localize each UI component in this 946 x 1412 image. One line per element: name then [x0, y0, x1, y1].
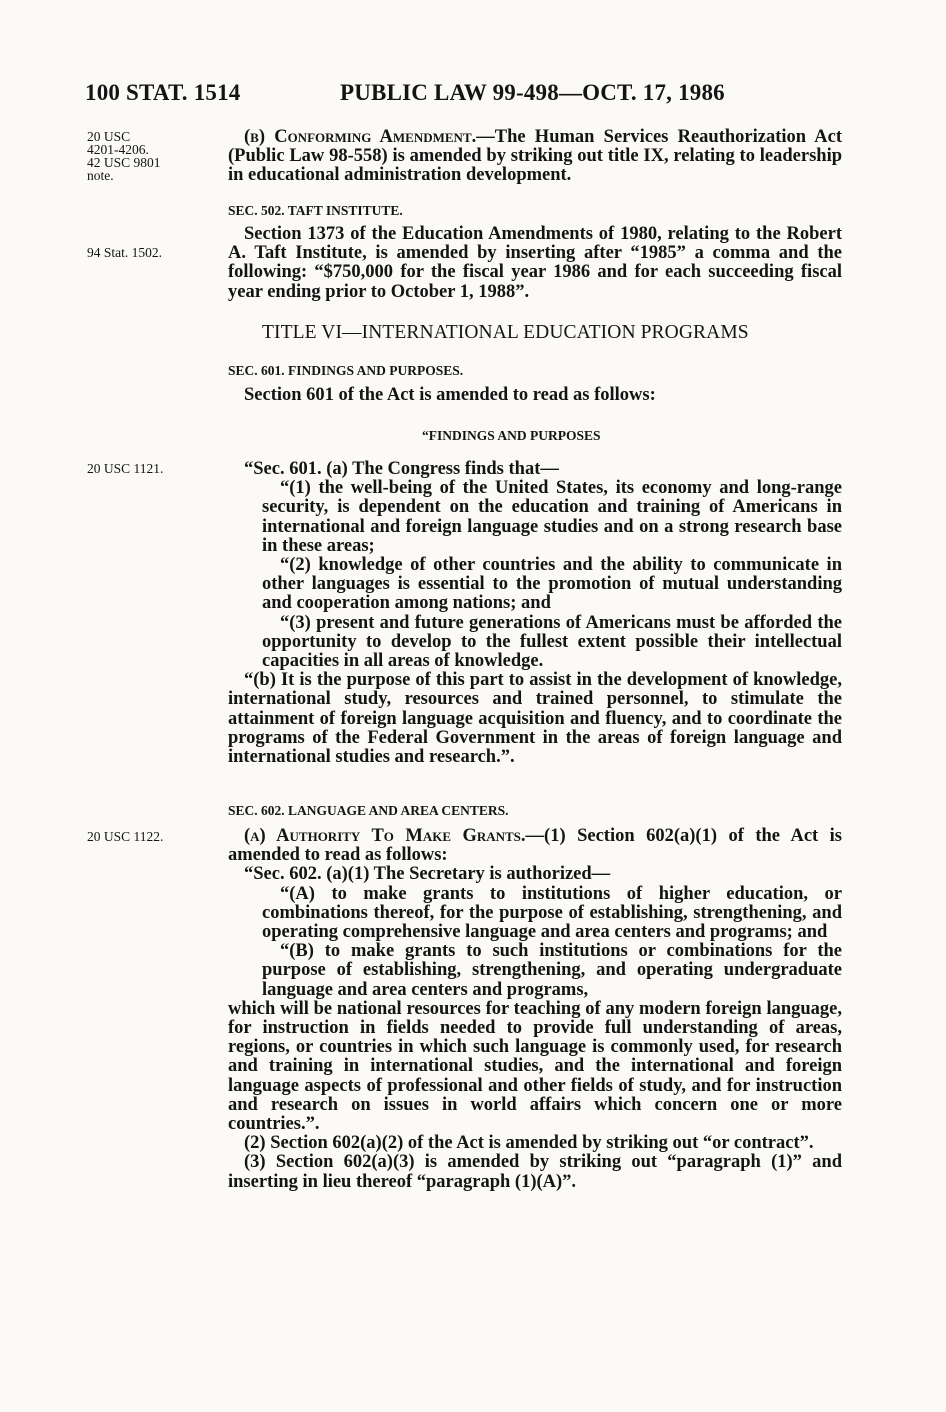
margin-note-94-stat: 94 Stat. 1502.: [87, 245, 163, 260]
conforming-amendment-text: —The Human Services Reauthorization Act (Public Law 98-558) is amended by striking out title IX, relating to leadership in educational administration development.: [228, 127, 842, 186]
margin-note-usc-1121: 20 USC 1121.: [87, 461, 164, 476]
amendment-paragraph-2: (2) Section 602(a)(2) of the Act is amended by striking out “or contract”.: [244, 1133, 814, 1154]
margin-note-line: note.: [87, 168, 114, 183]
finding-item-1: “(1) the well-being of the United States, its economy and long-range security, is dependent on the education and training of Americans in international and foreign language studies and on a strong research base in these areas;: [262, 478, 842, 556]
sec-602-quote: “Sec. 602. (a)(1) The Secretary is authorized—: [244, 864, 611, 885]
margin-note-line: 42 USC 9801: [87, 155, 161, 170]
sec-601-intro-paragraph: [228, 386, 842, 405]
grant-item-b: “(B) to make grants to such institutions or combinations for the purpose of establishing, strengthening, and operating undergraduate language and area centers and programs,: [262, 941, 842, 1000]
finding-item-2: “(2) knowledge of other countries and the ability to communicate in other languages is essential to the promotion of mutual understanding and cooperation among nations; and: [262, 555, 842, 614]
conforming-amendment-paragraph: [228, 128, 842, 186]
conforming-amendment-lead: (b) Conforming Amendment.: [244, 127, 477, 147]
purpose-b-paragraph: “(b) It is the purpose of this part to assist in the development of knowledge, international study, resources and trained personnel, to stimulate the attainment of foreign language acquisition and fluency, and to coordinate the programs of the Federal Government in the areas of foreign language and international studies and research.”.: [228, 670, 842, 768]
grant-item-a: “(A) to make grants to institutions of higher education, or combinations thereof, for the purpose of establishing, strengthening, and operating comprehensive language and area centers and programs; and: [262, 883, 842, 943]
sec-602-body: [228, 827, 842, 1192]
national-resources-paragraph: which will be national resources for teaching of any modern foreign language, for instruction in fields needed to provide full understanding of areas, regions, or countries in which such language is commonly used, for research and training in international studies, and the international and foreign language aspects of professional and other fields of study, and for instruction and research on issues in world affairs which concern one or more countries.”.: [228, 998, 842, 1135]
margin-note-line: 20 USC: [87, 129, 131, 144]
title-vi-heading: TITLE VI—INTERNATIONAL EDUCATION PROGRAMS: [262, 322, 749, 343]
finding-item-3: “(3) present and future generations of Americans must be afforded the opportunity to develop to the fullest extent possible their intellectual capacities in all areas of knowledge.: [262, 612, 842, 672]
findings-purposes-heading: “FINDINGS AND PURPOSES: [422, 428, 601, 443]
sec-601-heading: SEC. 601. FINDINGS AND PURPOSES.: [228, 363, 464, 378]
margin-note-line: 4201-4206.: [87, 142, 149, 157]
sec-601-body: [228, 460, 842, 767]
sec-502-paragraph: [228, 225, 842, 302]
sec-502-text: Section 1373 of the Education Amendments of 1980, relating to the Robert A. Taft Institute, is amended by inserting after “1985” a comma and the following: “$750,000 for the fiscal year 1986 and for each succeeding fiscal year ending prior to October 1, 1988”.: [228, 224, 842, 302]
page-stat-citation: 100 STAT. 1514: [85, 80, 241, 105]
authority-lead: (a) Authority To Make Grants.: [244, 826, 526, 846]
sec-601-a: “Sec. 601. (a) The Congress finds that—: [244, 459, 559, 479]
amendment-paragraph-3: (3) Section 602(a)(3) is amended by striking out “paragraph (1)” and inserting in lieu thereof “paragraph (1)(A)”.: [228, 1152, 842, 1192]
sec-502-heading: SEC. 502. TAFT INSTITUTE.: [228, 203, 403, 218]
sec-601-intro: Section 601 of the Act is amended to read as follows:: [244, 385, 656, 405]
margin-note-usc-4201: [87, 130, 161, 182]
sec-602-heading: SEC. 602. LANGUAGE AND AREA CENTERS.: [228, 803, 509, 818]
page-running-head: PUBLIC LAW 99-498—OCT. 17, 1986: [340, 80, 725, 105]
margin-note-usc-1122: 20 USC 1122.: [87, 829, 164, 844]
authority-text: —(1) Section 602(a)(1) of the Act is amended to read as follows:: [228, 826, 842, 866]
